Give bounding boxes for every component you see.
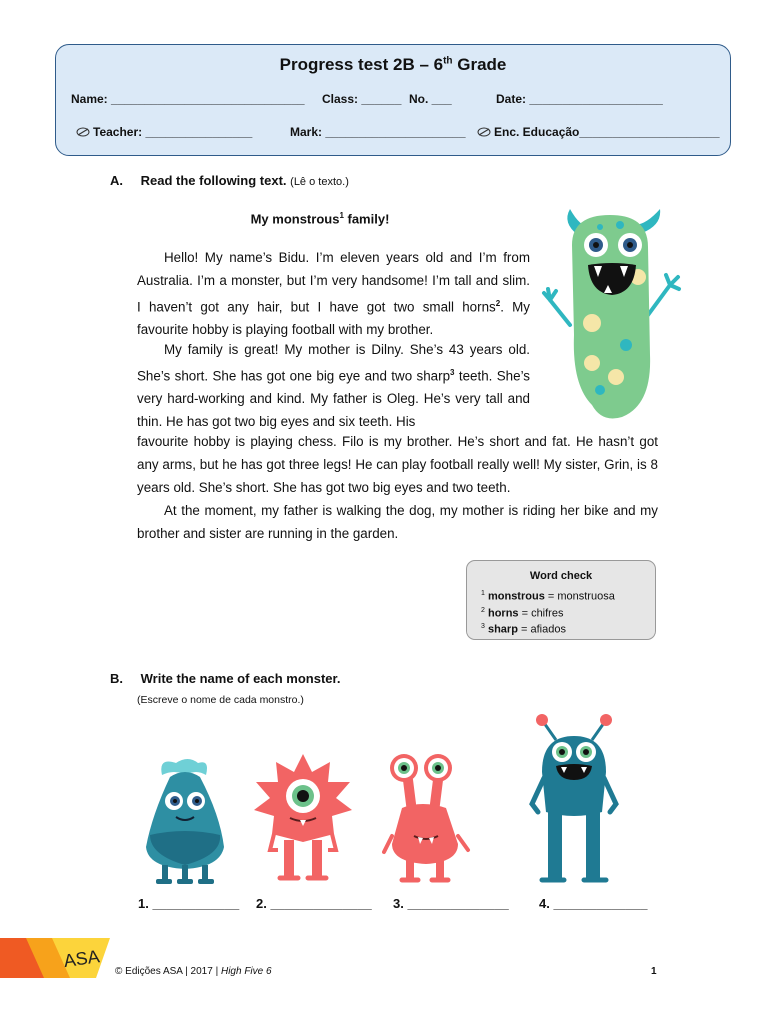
answer-field-4[interactable]: 4. _____________ bbox=[539, 896, 648, 911]
answer-field-1[interactable]: 1. ____________ bbox=[138, 896, 240, 911]
name-field[interactable]: Name: _____________________________ bbox=[71, 92, 305, 106]
word-check-item: $^1$ monstrous = monstruosa bbox=[481, 590, 615, 603]
section-a-heading: A. Read the following text. (Lê o texto.) bbox=[110, 173, 349, 188]
word-check-box: Word check $^1$ monstrous = monstruosa $^2$ horns = chifres $^3$ sharp = afiados bbox=[466, 560, 656, 640]
number-field[interactable]: No. ___ bbox=[409, 92, 452, 106]
footer-copyright: © Edições ASA | 2017 | High Five 6 bbox=[115, 966, 272, 977]
mark-field[interactable]: Mark: _____________________ bbox=[290, 125, 466, 139]
story-title: My monstrous$^1$ family! bbox=[250, 211, 390, 227]
answer-field-3[interactable]: 3. ______________ bbox=[393, 896, 509, 911]
answer-field-2[interactable]: 2. ______________ bbox=[256, 896, 372, 911]
story-paragraph-1: Hello! My name’s Bidu. I’m eleven years old and I’m from Australia. I’m a monster, but I’m very handsome! I’m tall and slim. I haven’t got any hair, but I have got two small horns$^2$. My favourite hobby is playing football with my brother. bbox=[137, 250, 531, 338]
bidu-monster-illustration bbox=[540, 205, 685, 430]
monster-2-illustration bbox=[248, 750, 358, 888]
class-field[interactable]: Class: ______ bbox=[322, 92, 402, 106]
monster-1-illustration bbox=[140, 755, 230, 885]
pencil-icon bbox=[477, 127, 491, 137]
asa-logo bbox=[0, 932, 112, 980]
header-box bbox=[55, 44, 731, 156]
pencil-icon bbox=[76, 127, 90, 137]
page-title: Progress test 2B – 6th Grade bbox=[279, 55, 507, 74]
word-check-item: $^3$ sharp = afiados bbox=[481, 623, 566, 636]
asa-logo-text: ASA bbox=[62, 946, 101, 972]
section-b-translation: (Escreve o nome de cada monstro.) bbox=[137, 694, 304, 706]
story-paragraph-3: At the moment, my father is walking the dog, my mother is riding her bike and my brother and sister are running in the garden. bbox=[137, 503, 658, 541]
parent-signature-field[interactable]: Enc. Educação_____________________ bbox=[494, 125, 720, 139]
teacher-field[interactable]: Teacher: ________________ bbox=[93, 125, 253, 139]
story-paragraph-2-continued: favourite hobby is playing chess. Filo is my brother. He’s short and fat. He hasn’t got any arms, but he has got three legs! He can play football really well! My sister, Grin, is 8 years old. She’s short. She has got two big eyes and two teeth. bbox=[137, 434, 658, 495]
story-paragraph-2: My family is great! My mother is Dilny. She’s 43 years old. She’s short. She has got one big eye and two sharp$^3$ teeth. She’s very hard-working and kind. My father is Oleg. He’s very tall and thin. He has got two big eyes and six teeth. His bbox=[137, 342, 530, 430]
monster-3-illustration bbox=[382, 752, 474, 887]
section-b-heading: B. Write the name of each monster. bbox=[110, 671, 341, 686]
date-field[interactable]: Date: ____________________ bbox=[496, 92, 663, 106]
page-number: 1 bbox=[651, 966, 657, 977]
monster-4-illustration bbox=[528, 712, 620, 888]
word-check-item: $^2$ horns = chifres bbox=[481, 606, 564, 620]
